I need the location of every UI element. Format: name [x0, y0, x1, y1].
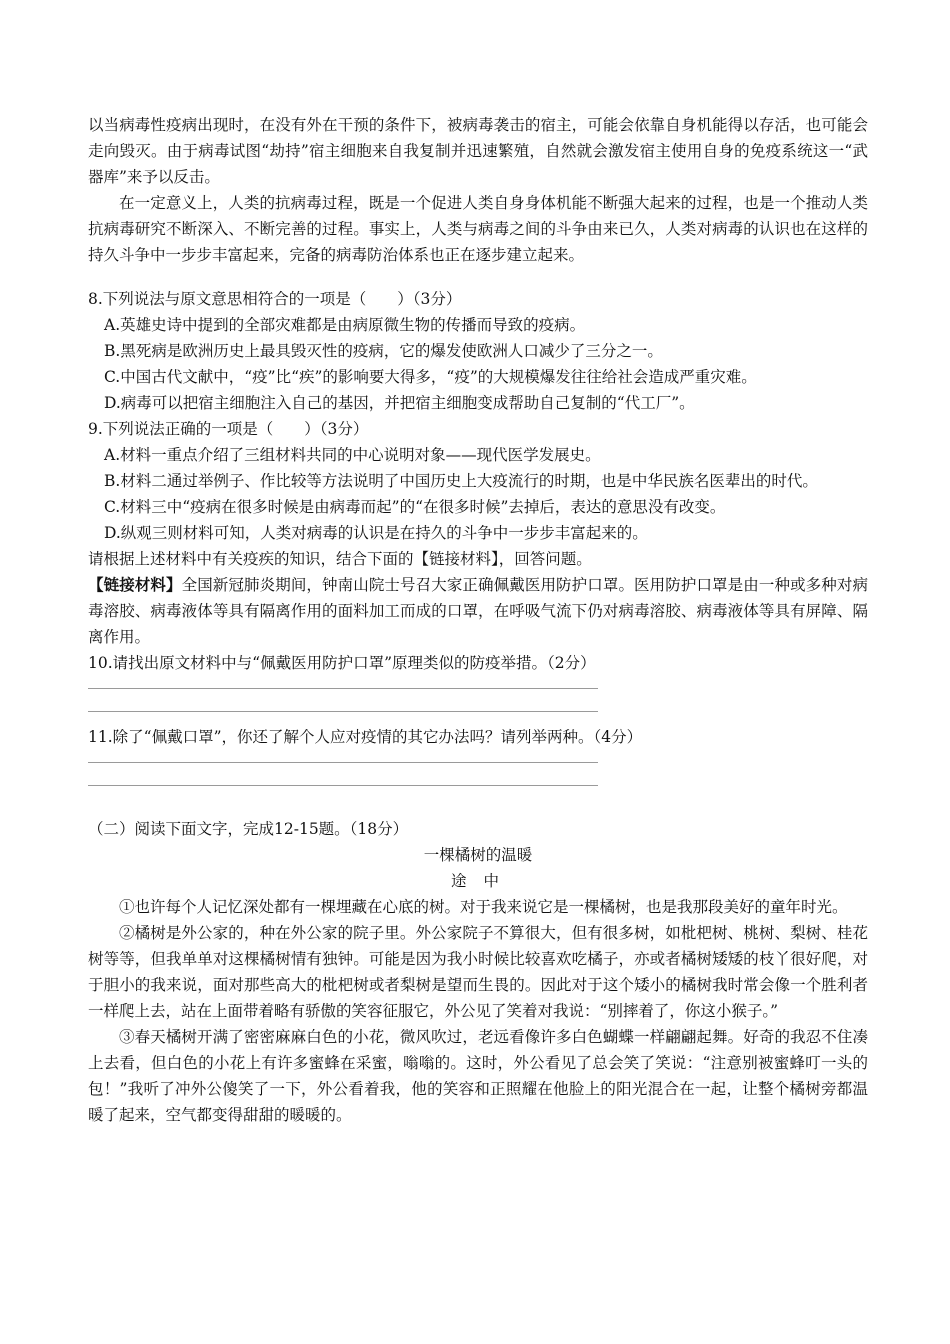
q8-option-d: D.病毒可以把宿主细胞注入自己的基因，并把宿主细胞变成帮助自己复制的“代工厂”。 — [104, 394, 695, 412]
answer-line[interactable] — [88, 762, 598, 763]
q9-option-b: B.材料二通过举例子、作比较等方法说明了中国历史上大疫流行的时期，也是中华民族名医辈出的时代。 — [104, 472, 818, 490]
q8-option-a: A.英雄史诗中提到的全部灾难都是由病原微生物的传播而导致的疫病。 — [104, 316, 586, 334]
question-9-stem: 9.下列说法正确的一项是（ ）（3分） — [88, 420, 369, 438]
q9-option-a: A.材料一重点介绍了三组材料共同的中心说明对象——现代医学发展史。 — [104, 446, 601, 464]
q9-option-d: D.纵观三则材料可知，人类对病毒的认识是在持久的斗争中一步步丰富起来的。 — [104, 524, 648, 542]
essay-author: 途 中 — [451, 872, 505, 890]
passage-paragraph: 以当病毒性疫病出现时，在没有外在干预的条件下，被病毒袭击的宿主，可能会依靠自身机能得以存活，也可能会走向毁灭。由于病毒试图“劫持”宿主细胞来自我复制并迅速繁殖，自然就会激发宿主使用自身的免疫系统这一“武器库”来予以反击。 — [88, 116, 868, 186]
q9-option-c: C.材料三中“疫病在很多时候是由病毒而起”的“在很多时候”去掉后，表达的意思没有改变。 — [104, 498, 726, 516]
section-2-heading: （二）阅读下面文字，完成12-15题。（18分） — [88, 820, 409, 838]
answer-line[interactable] — [88, 688, 598, 689]
essay-title: 一棵橘树的温暖 — [423, 846, 533, 864]
link-material-label: 【链接材料】 — [88, 575, 182, 594]
instruction-text: 请根据上述材料中有关疫疾的知识，结合下面的【链接材料】，回答问题。 — [88, 550, 592, 568]
q8-option-c: C.中国古代文献中，“疫”比“疾”的影响要大得多，“疫”的大规模爆发往往给社会造成严重灾难。 — [104, 368, 757, 386]
passage-paragraph: 在一定意义上，人类的抗病毒过程，既是一个促进人类自身身体机能不断强大起来的过程，也是一个推动人类抗病毒研究不断深入、不断完善的过程。事实上，人类与病毒之间的斗争由来已久，人类对病毒的认识也在这样的持久斗争中一步步丰富起来，完备的病毒防治体系也正在逐步建立起来。 — [88, 194, 868, 264]
question-8-stem: 8.下列说法与原文意思相符合的一项是（ ）（3分） — [88, 290, 462, 308]
exam-page — [88, 112, 868, 1128]
question-11-stem: 11.除了“佩戴口罩”，你还了解个人应对疫情的其它办法吗？请列举两种。（4分） — [88, 728, 643, 746]
essay-paragraph: ③春天橘树开满了密密麻麻白色的小花，微风吹过，老远看像许多白色蝴蝶一样翩翩起舞。好奇的我忍不住凑上去看，但白色的小花上有许多蜜蜂在采蜜，嗡嗡的。这时，外公看见了总会笑了笑说：“注意别被蜜蜂叮一头的包！”我听了冲外公傻笑了一下，外公看着我，他的笑容和正照耀在他脸上的阳光混合在一起，让整个橘树旁都温暖了起来，空气都变得甜甜的暖暖的。 — [88, 1028, 868, 1124]
essay-paragraph: ①也许每个人记忆深处都有一棵埋藏在心底的树。对于我来说它是一棵橘树，也是我那段美好的童年时光。 — [119, 898, 848, 916]
q8-option-b: B.黑死病是欧洲历史上最具毁灭性的疫病，它的爆发使欧洲人口减少了三分之一。 — [104, 342, 663, 360]
essay-paragraph: ②橘树是外公家的，种在外公家的院子里。外公家院子不算很大，但有很多树，如枇杷树、桃树、梨树、桂花树等等，但我单单对这棵橘树情有独钟。可能是因为我小时候比较喜欢吃橘子，亦或者橘树矮矮的枝丫很好爬，对于胆小的我来说，面对那些高大的枇杷树或者梨树是望而生畏的。因此对于这个矮小的橘树我时常会像一个胜利者一样爬上去，站在上面带着略有骄傲的笑容征服它，外公见了笑着对我说：“别摔着了，你这小猴子。” — [88, 924, 868, 1020]
question-10-stem: 10.请找出原文材料中与“佩戴医用防护口罩”原理类似的防疫举措。（2分） — [88, 654, 596, 672]
link-material-text: 全国新冠肺炎期间，钟南山院士号召大家正确佩戴医用防护口罩。医用防护口罩是由一种或多种对病毒溶胶、病毒液体等具有隔离作用的面料加工而成的口罩，在呼吸气流下仍对病毒溶胶、病毒液体等具有屏障、隔离作用。 — [88, 576, 868, 646]
link-material — [88, 572, 868, 650]
answer-line[interactable] — [88, 711, 598, 712]
answer-line[interactable] — [88, 785, 598, 786]
